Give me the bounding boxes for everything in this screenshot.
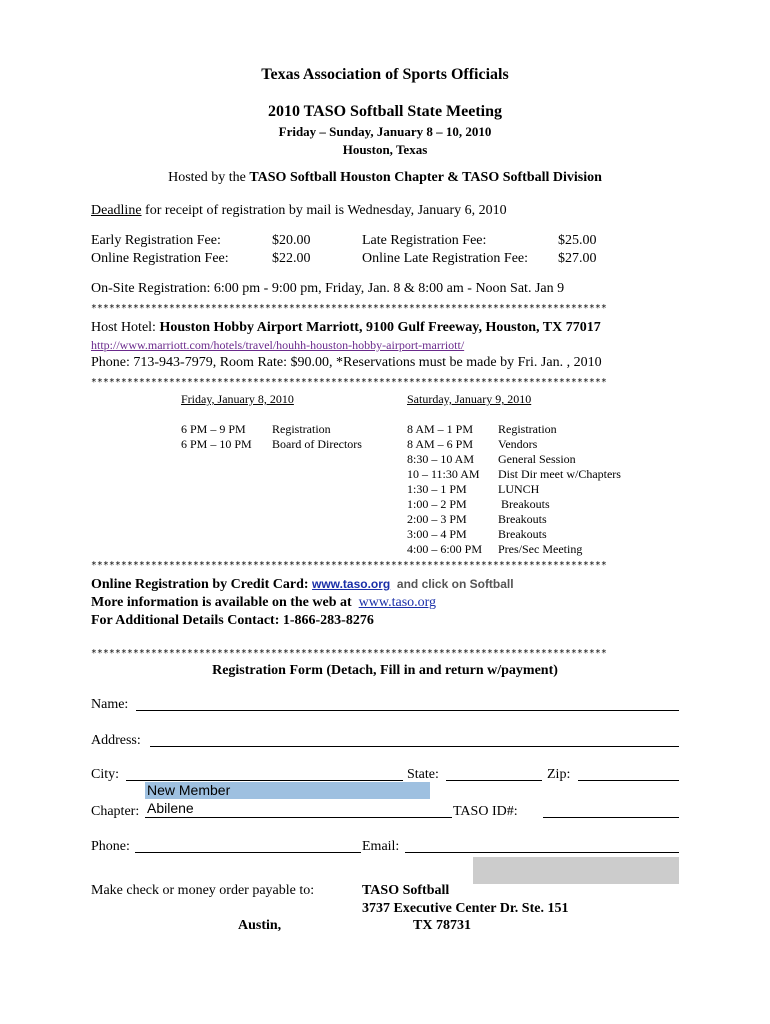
- online-registration: [91, 577, 514, 593]
- friday-time: 6 PM – 9 PM: [181, 422, 246, 436]
- hotel-name: Houston Hobby Airport Marriott, 9100 Gulf Freeway, Houston, TX 77017: [159, 320, 601, 335]
- member-type-value: New Member: [147, 782, 231, 798]
- saturday-event: LUNCH: [498, 482, 540, 496]
- more-info-label: More information is available on the web at: [91, 595, 359, 610]
- saturday-event: Breakouts: [498, 512, 547, 526]
- hotel-phone: Phone: 713-943-7979, Room Rate: $90.00, *Reservations must be made by Fri. Jan. , 2010: [91, 355, 602, 370]
- deadline-line: [91, 203, 507, 219]
- taso-id-label: TASO ID#:: [453, 804, 518, 819]
- hotel-url-link[interactable]: http://www.marriott.com/hotels/travel/houhh-houston-hobby-airport-marriott/: [91, 338, 465, 352]
- separator: **************************************************************************************: [91, 303, 607, 314]
- early-fee-value: $20.00: [272, 233, 311, 248]
- hosted-by: [0, 170, 770, 186]
- friday-event: Registration: [272, 422, 331, 436]
- event-title: 2010 TASO Softball State Meeting: [267, 103, 503, 120]
- chapter-label: Chapter:: [91, 804, 140, 819]
- city-field[interactable]: [126, 780, 403, 781]
- email-confirm-box[interactable]: [473, 857, 679, 884]
- saturday-event: Breakouts: [498, 497, 550, 511]
- saturday-time: 8 AM – 1 PM: [407, 422, 474, 436]
- name-label: Name:: [91, 697, 129, 712]
- contact-line: For Additional Details Contact: 1-866-283-8276: [91, 613, 374, 628]
- saturday-event: Dist Dir meet w/Chapters: [498, 467, 621, 481]
- onsite-registration: On-Site Registration: 6:00 pm - 9:00 pm, Friday, Jan. 8 & 8:00 am - Noon Sat. Jan 9: [91, 281, 565, 296]
- phone-label: Phone:: [91, 839, 130, 854]
- chapter-value[interactable]: Abilene: [147, 800, 194, 816]
- early-fee-label: Early Registration Fee:: [91, 233, 221, 248]
- saturday-time: 1:30 – 1 PM: [407, 482, 467, 496]
- state-field[interactable]: [446, 780, 542, 781]
- hosted-chapter: TASO Softball Houston Chapter & TASO Softball Division: [249, 170, 602, 185]
- online-suffix: and click on Softball: [390, 577, 514, 591]
- payable-label: Make check or money order payable to:: [91, 883, 315, 898]
- address-field[interactable]: [150, 746, 679, 747]
- saturday-event: Vendors: [498, 437, 538, 451]
- zip-label: Zip:: [547, 767, 571, 782]
- saturday-time: 2:00 – 3 PM: [407, 512, 467, 526]
- hotel-prefix: Host Hotel:: [91, 320, 160, 335]
- payee-city: Austin,: [238, 918, 282, 933]
- zip-field[interactable]: [578, 780, 679, 781]
- chapter-field[interactable]: [145, 817, 452, 818]
- saturday-time: 4:00 – 6:00 PM: [407, 542, 483, 556]
- org-title: Texas Association of Sports Officials: [261, 66, 509, 83]
- online-late-fee-label: Online Late Registration Fee:: [362, 251, 529, 266]
- city-label: City:: [91, 767, 120, 782]
- online-fee-value: $22.00: [272, 251, 311, 266]
- event-dates: Friday – Sunday, January 8 – 10, 2010: [278, 124, 492, 139]
- friday-title: Friday, January 8, 2010: [181, 392, 294, 406]
- saturday-time: 8:30 – 10 AM: [407, 452, 475, 466]
- online-late-fee-value: $27.00: [558, 251, 597, 266]
- friday-time: 6 PM – 10 PM: [181, 437, 252, 451]
- more-info-link[interactable]: www.taso.org: [358, 595, 437, 610]
- hosted-prefix: Hosted by the: [168, 170, 250, 185]
- payee-address: 3737 Executive Center Dr. Ste. 151: [362, 901, 569, 916]
- late-fee-value: $25.00: [558, 233, 597, 248]
- payee-name: TASO Softball: [362, 883, 450, 898]
- deadline-label: Deadline: [91, 203, 142, 218]
- separator: **************************************************************************************: [91, 560, 607, 571]
- separator: **************************************************************************************: [91, 377, 607, 388]
- email-label: Email:: [362, 839, 400, 854]
- form-title: Registration Form (Detach, Fill in and return w/payment): [212, 663, 558, 678]
- more-info: [91, 595, 436, 611]
- saturday-event: Breakouts: [498, 527, 547, 541]
- hotel-line: [91, 320, 601, 336]
- saturday-event: General Session: [498, 452, 576, 466]
- late-fee-label: Late Registration Fee:: [362, 233, 487, 248]
- email-field[interactable]: [405, 852, 679, 853]
- saturday-time: 1:00 – 2 PM: [407, 497, 467, 511]
- friday-event: Board of Directors: [272, 437, 362, 451]
- online-label: Online Registration by Credit Card:: [91, 577, 313, 592]
- saturday-event: Pres/Sec Meeting: [498, 542, 583, 556]
- taso-link[interactable]: www.taso.org: [312, 577, 391, 591]
- name-field[interactable]: [136, 710, 679, 711]
- payee-state-zip: TX 78731: [413, 918, 471, 933]
- saturday-time: 3:00 – 4 PM: [407, 527, 467, 541]
- phone-field[interactable]: [135, 852, 361, 853]
- deadline-text: for receipt of registration by mail is Wednesday, January 6, 2010: [141, 203, 507, 218]
- saturday-title: Saturday, January 9, 2010: [407, 392, 532, 406]
- address-label: Address:: [91, 733, 141, 748]
- taso-id-field[interactable]: [543, 817, 679, 818]
- event-location: Houston, Texas: [342, 142, 428, 157]
- online-fee-label: Online Registration Fee:: [91, 251, 229, 266]
- separator: **************************************************************************************: [91, 648, 607, 659]
- state-label: State:: [407, 767, 439, 782]
- saturday-event: Registration: [498, 422, 557, 436]
- member-type-select[interactable]: [145, 782, 430, 799]
- saturday-time: 10 – 11:30 AM: [407, 467, 480, 481]
- saturday-time: 8 AM – 6 PM: [407, 437, 474, 451]
